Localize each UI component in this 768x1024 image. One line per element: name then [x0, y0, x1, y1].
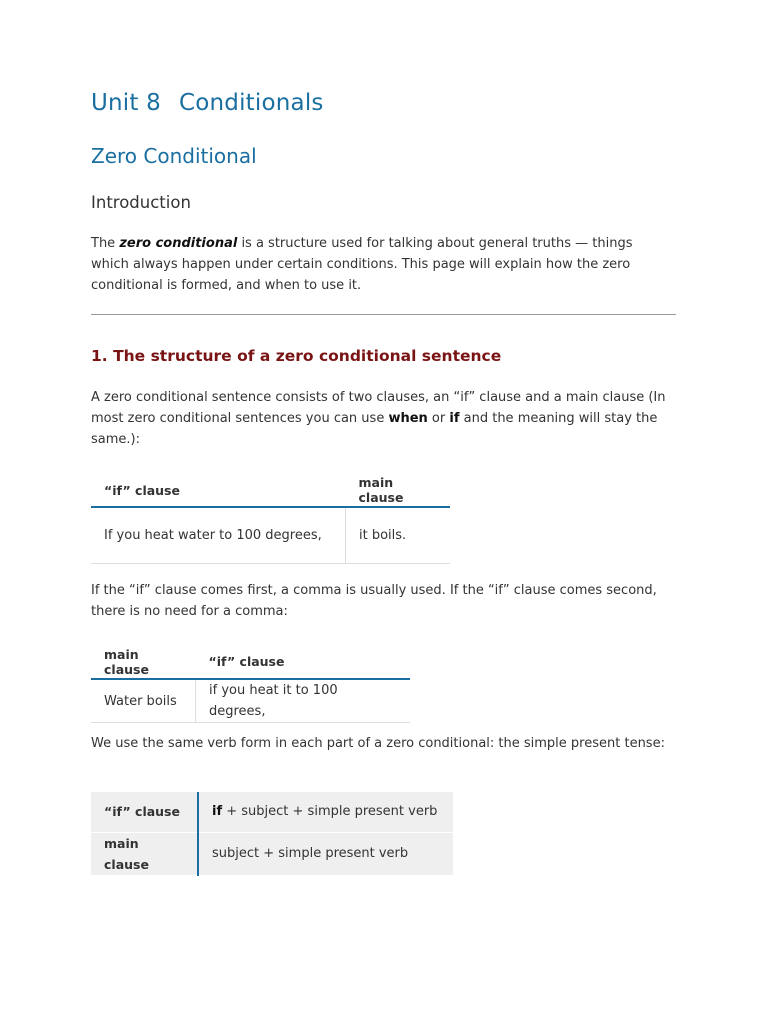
row-value-main-clause: subject + simple present verb — [198, 832, 453, 875]
unit-number: Unit 8 — [91, 90, 161, 116]
intro-text-start: The — [91, 236, 120, 251]
table-main-first — [91, 645, 410, 723]
structure-text-end: and the meaning will stay the same.): — [91, 411, 658, 447]
intro-paragraph — [91, 233, 671, 296]
table-if-first — [91, 474, 450, 564]
row-label-if-clause: “if” clause — [91, 792, 198, 832]
if-formula: + subject + simple present verb — [222, 804, 438, 820]
row-label-main-clause: main clause — [91, 832, 198, 875]
section-title: Zero Conditional — [91, 144, 257, 168]
section-divider — [91, 314, 676, 315]
unit-title — [91, 90, 324, 116]
table-cell-main-clause: Water boils — [91, 679, 196, 723]
intro-text-rest: is a structure used for talking about general truths — things which always happen under certain conditions. This page will explain how the zero conditional is formed, and when to use it. — [91, 236, 633, 293]
comma-paragraph: If the “if” clause comes first, a comma is usually used. If the “if” clause comes second, there is no need for a comma: — [91, 583, 657, 619]
if-keyword: if — [449, 411, 460, 426]
table-header-if-clause: “if” clause — [91, 474, 346, 507]
when-keyword: when — [388, 411, 428, 426]
unit-name: Conditionals — [178, 90, 324, 116]
structure-paragraph — [91, 387, 671, 450]
intro-heading: Introduction — [91, 193, 191, 212]
row-value-if-clause — [198, 792, 453, 832]
structure-text-start: A zero conditional sentence consists of two clauses, an “if” clause and a main clause (In most zero conditional sentences you can use — [91, 390, 666, 426]
structure-heading: 1. The structure of a zero conditional sentence — [91, 347, 502, 365]
or-text: or — [427, 411, 450, 426]
verb-form-paragraph: We use the same verb form in each part of a zero conditional: the simple present tense: — [91, 736, 665, 751]
if-keyword: if — [212, 804, 223, 820]
table-header-main-clause: main clause — [91, 645, 196, 679]
zero-conditional-term: zero conditional — [119, 236, 238, 251]
table-header-main-clause: main clause — [346, 474, 450, 507]
table-cell-main-clause: it boils. — [346, 507, 450, 563]
table-cell-if-clause: if you heat it to 100 degrees, — [196, 679, 410, 723]
table-header-if-clause: “if” clause — [196, 645, 410, 679]
table-verb-forms — [91, 792, 453, 876]
table-cell-if-clause: If you heat water to 100 degrees, — [91, 507, 346, 563]
